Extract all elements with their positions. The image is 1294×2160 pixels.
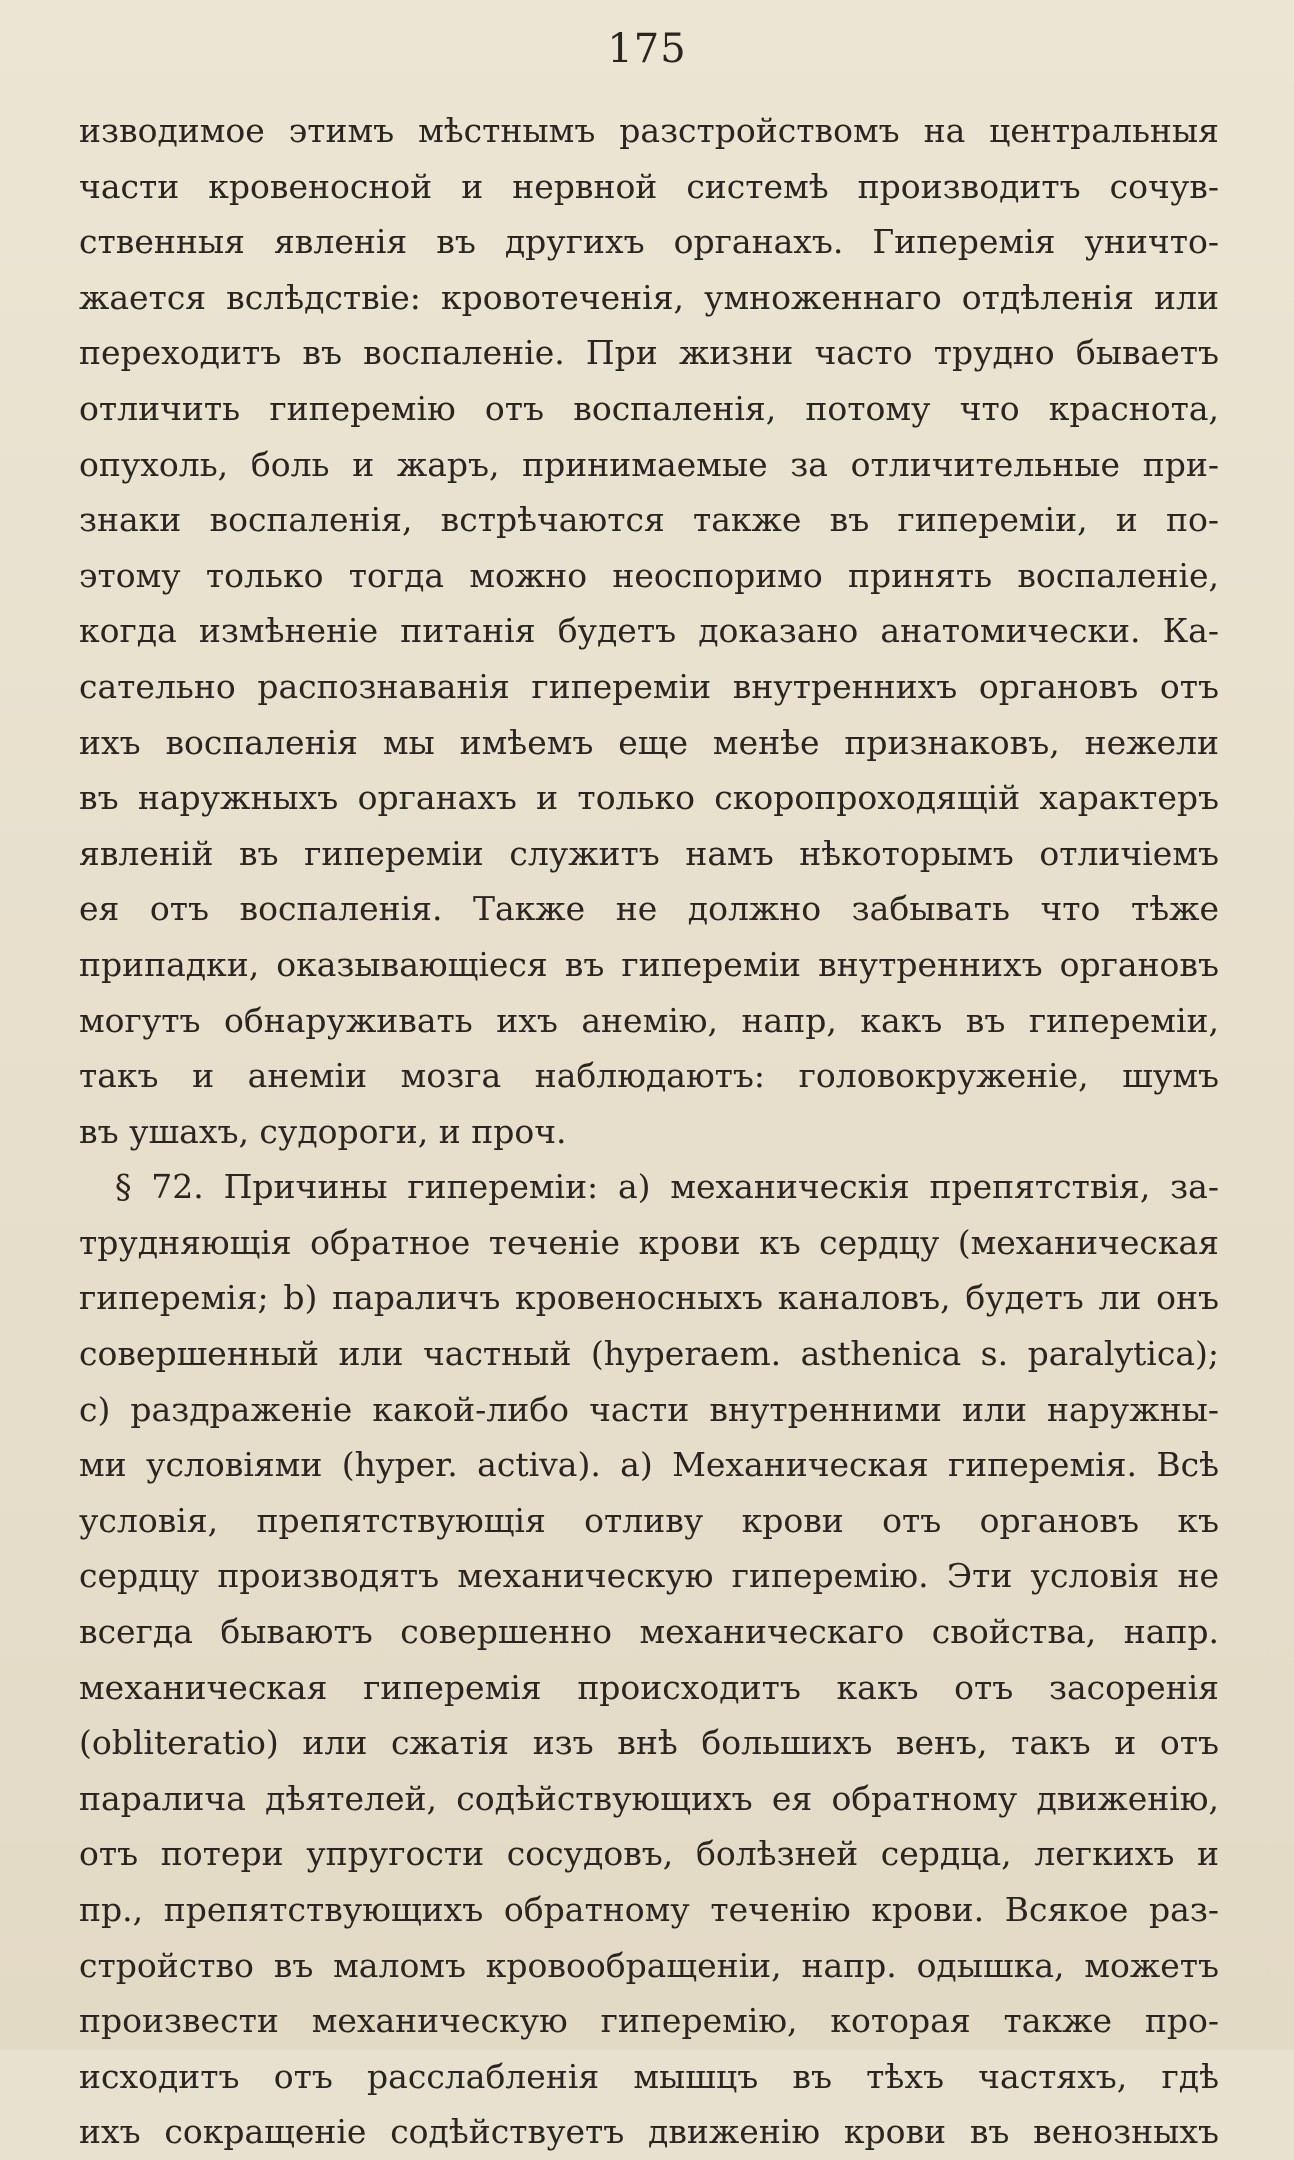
text-line: стройство въ маломъ кровообращеніи, напр. одышка, можетъ: [79, 1945, 1219, 1985]
text-line: сательно распознаванія гипереміи внутреннихъ органовъ отъ: [79, 666, 1219, 706]
body-text: [79, 103, 1219, 2160]
section-heading-line: § 72. Причины гипереміи: а) механическія препятствія, за-: [115, 1167, 1219, 1207]
text-line: переходитъ въ воспаленіе. При жизни часто трудно бываетъ: [79, 333, 1219, 373]
text-line: паралича дѣятелей, содѣйствующихъ ея обратному движенію,: [79, 1778, 1219, 1818]
text-line: опухоль, боль и жаръ, принимаемые за отличительные при-: [79, 444, 1219, 484]
text-line: произвести механическую гиперемію, которая также про-: [79, 2001, 1219, 2041]
text-line: припадки, оказывающіеся въ гипереміи внутреннихъ органовъ: [79, 944, 1219, 984]
text-line: ея отъ воспаленія. Также не должно забывать что тѣже: [79, 889, 1219, 929]
text-line: отъ потери упругости сосудовъ, болѣзней сердца, легкихъ и: [79, 1834, 1219, 1874]
text-line: пр., препятствующихъ обратному теченію крови. Всякое раз-: [79, 1890, 1219, 1929]
text-line: отличить гиперемію отъ воспаленія, потому что краснота,: [79, 388, 1219, 428]
text-line: сердцу производятъ механическую гиперемію. Эти условія не: [79, 1556, 1219, 1596]
text-line: совершенный или частный (hyperaem. asthenica s. paralytica);: [79, 1334, 1219, 1374]
text-line: когда измѣненіе питанія будетъ доказано анатомически. Ка-: [79, 611, 1219, 651]
text-line: жается вслѣдствіе: кровотеченія, умноженнаго отдѣленія или: [79, 277, 1219, 317]
text-line: гиперемія; b) параличъ кровеносныхъ каналовъ, будетъ ли онъ: [79, 1278, 1219, 1318]
page-number: 175: [607, 26, 687, 72]
text-line: трудняющія обратное теченіе крови къ сердцу (механическая: [79, 1222, 1219, 1262]
text-line: ихъ сокращеніе содѣйствуетъ движенію крови въ венозныхъ: [79, 2112, 1219, 2152]
text-line: условія, препятствующія отливу крови отъ органовъ къ: [79, 1500, 1219, 1540]
text-line: части кровеносной и нервной системѣ производитъ сочув-: [79, 166, 1219, 206]
text-line: механическая гиперемія происходитъ какъ отъ засоренія: [79, 1667, 1219, 1707]
text-line: такъ и анеміи мозга наблюдаютъ: головокруженіе, шумъ: [79, 1056, 1219, 1096]
text-line: въ наружныхъ органахъ и только скоропроходящій характеръ: [79, 778, 1219, 818]
text-line: (obliteratio) или сжатія изъ внѣ большихъ венъ, такъ и отъ: [79, 1723, 1219, 1763]
text-line: могутъ обнаруживать ихъ анемію, напр, какъ въ гипереміи,: [79, 1000, 1219, 1040]
text-line: изводимое этимъ мѣстнымъ разстройствомъ на центральныя: [79, 111, 1219, 150]
text-line: знаки воспаленія, встрѣчаются также въ гипереміи, и по-: [79, 500, 1219, 540]
text-line: c) раздраженіе какой-либо части внутренними или наружны-: [79, 1389, 1219, 1429]
text-line: исходитъ отъ расслабленія мышцъ въ тѣхъ частяхъ, гдѣ: [79, 2056, 1219, 2096]
text-line: всегда бываютъ совершенно механическаго свойства, напр.: [79, 1612, 1219, 1652]
text-line: ственныя явленія въ другихъ органахъ. Гиперемія уничто-: [79, 222, 1219, 262]
text-line: ихъ воспаленія мы имѣемъ еще менѣе признаковъ, нежели: [79, 722, 1219, 762]
text-line: ми условіями (hyper. activa). а) Механическая гиперемія. Всѣ: [79, 1445, 1219, 1485]
text-line: въ ушахъ, судороги, и проч.: [79, 1111, 567, 1151]
text-line: явленій въ гипереміи служитъ намъ нѣкоторымъ отличіемъ: [79, 833, 1219, 873]
text-line: этому только тогда можно неоспоримо принять воспаленіе,: [79, 555, 1219, 595]
